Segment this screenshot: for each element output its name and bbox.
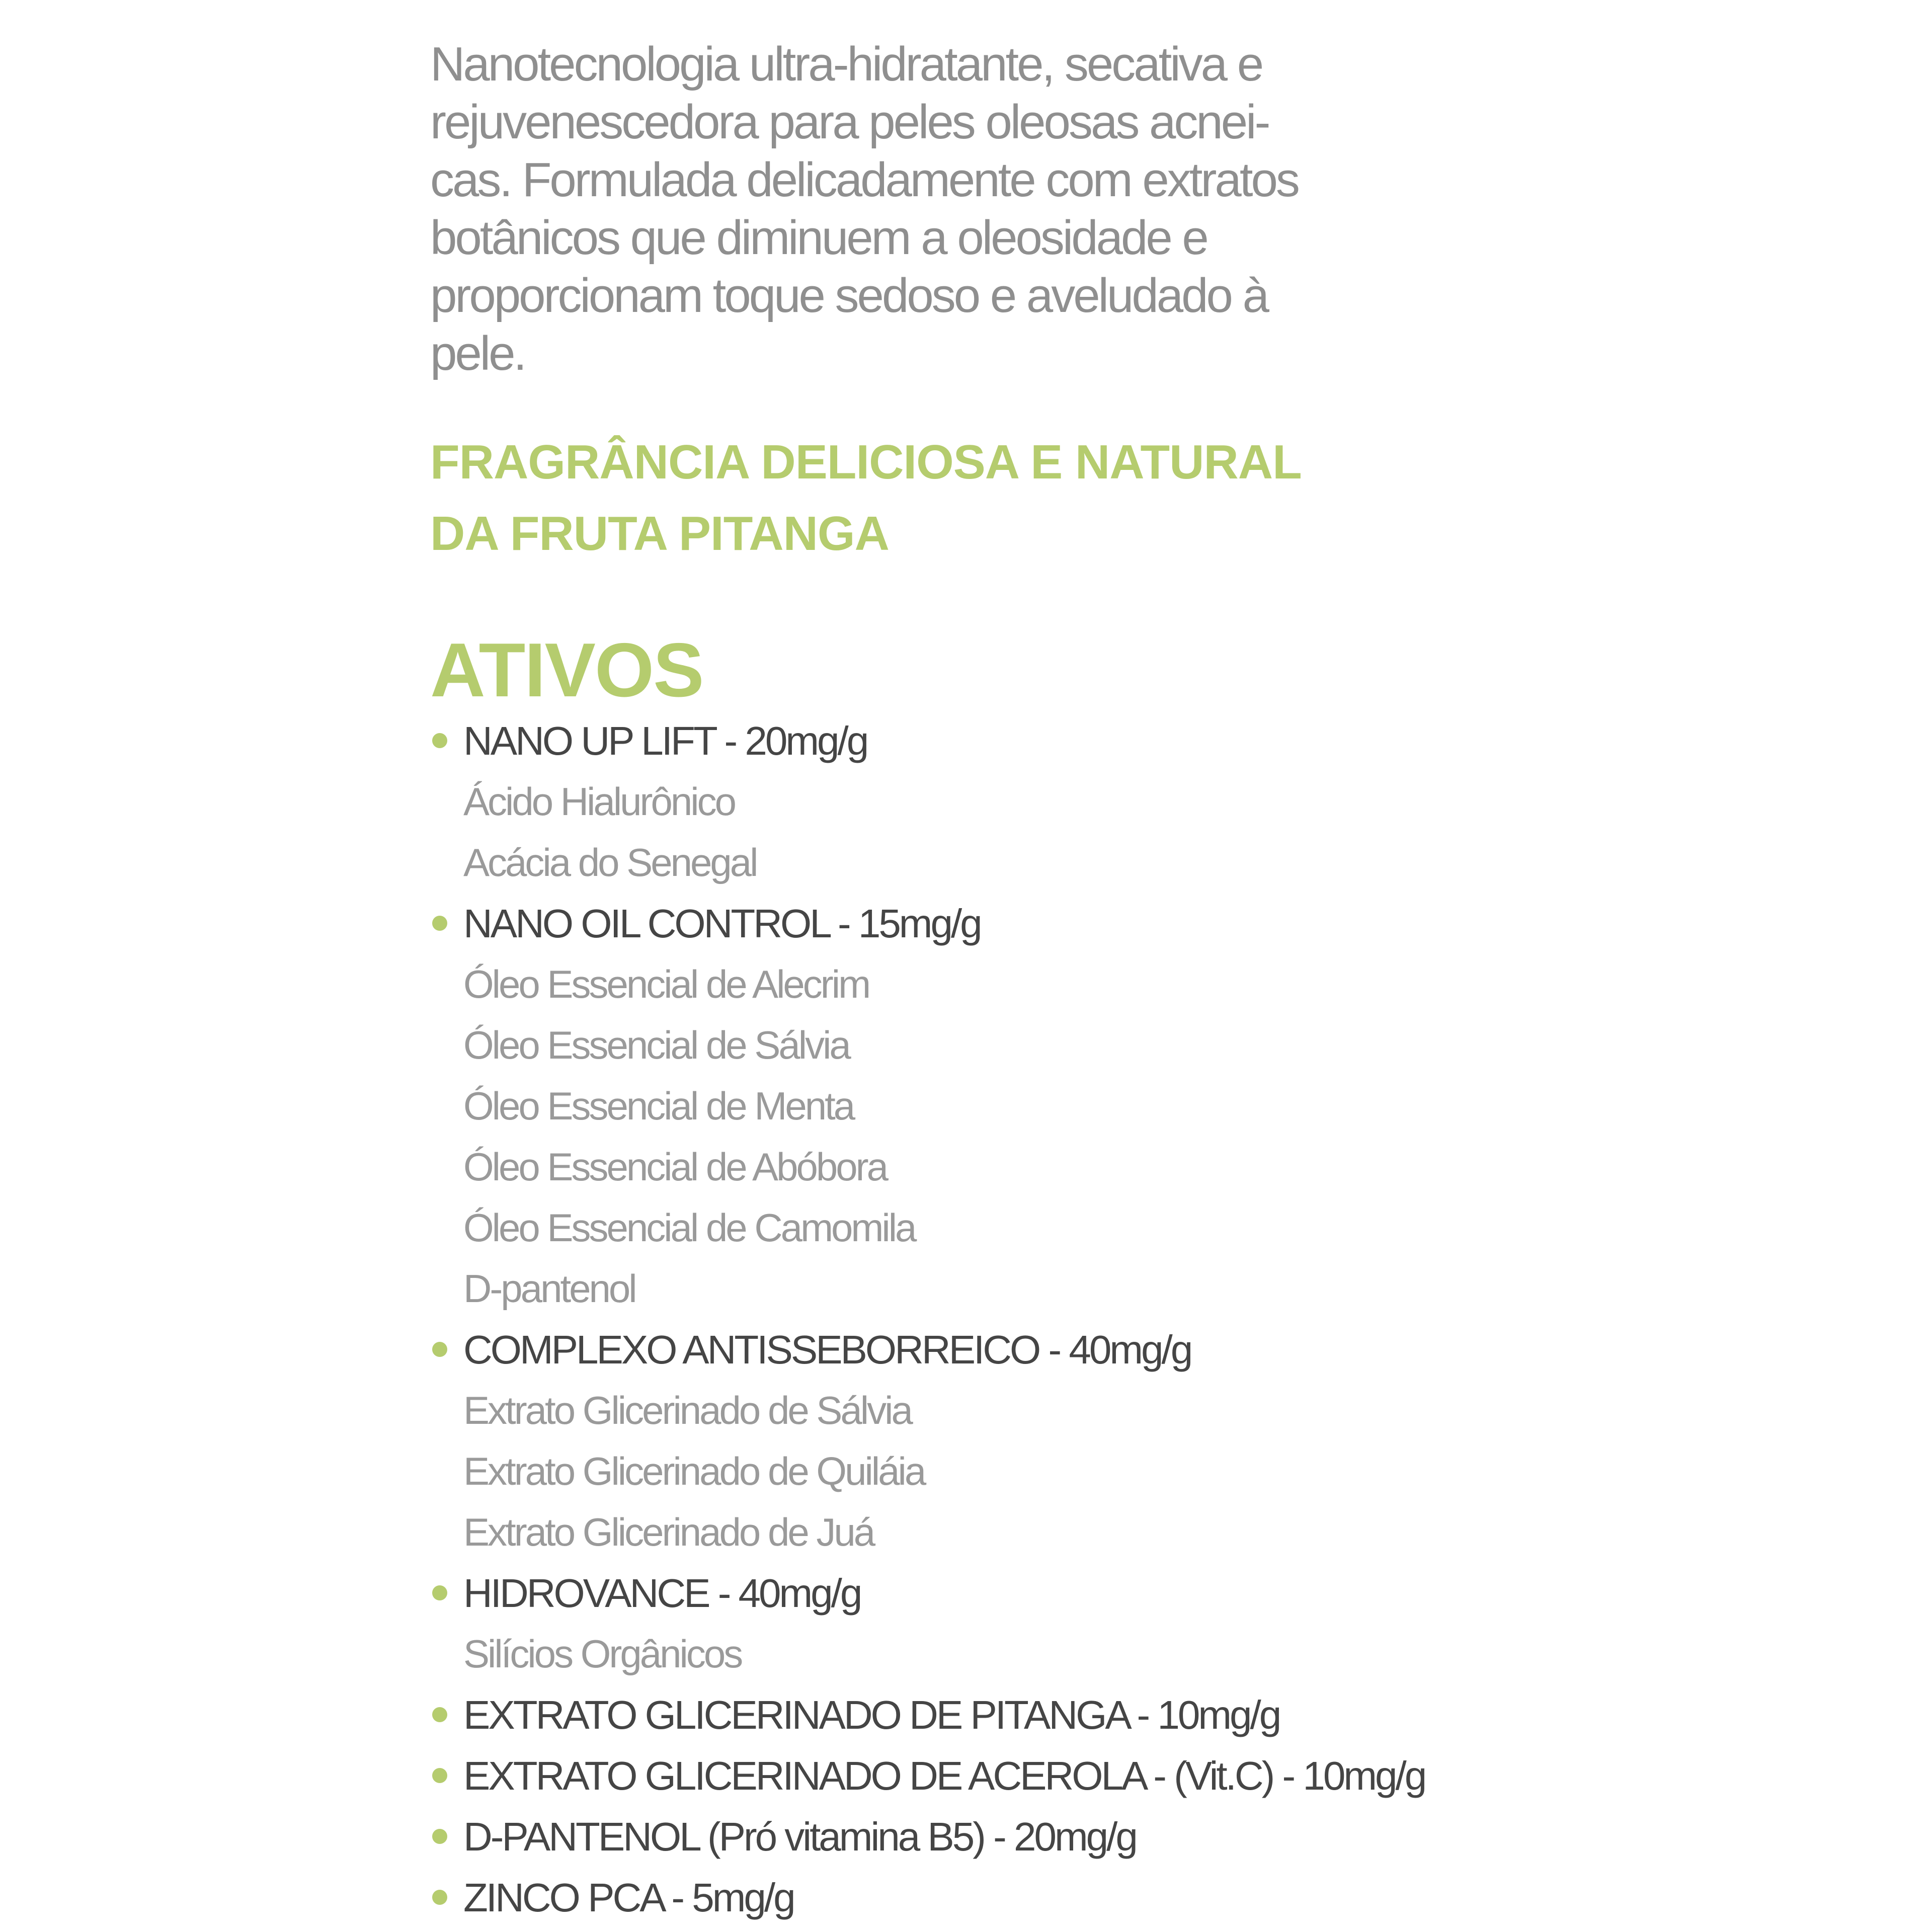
active-name: NANO UP LIFT - 20mg/g bbox=[463, 718, 867, 763]
intro-line: cas. Formulada delicadamente com extratos bbox=[430, 153, 1298, 207]
component-item: Extrato Glicerinado de Quiláia bbox=[463, 1449, 925, 1493]
bullet-dot-icon bbox=[432, 1342, 447, 1357]
active-name: COMPLEXO ANTISSEBORREICO - 40mg/g bbox=[463, 1327, 1191, 1372]
active-item bbox=[430, 1319, 1487, 1563]
component-item: Acácia do Senegal bbox=[463, 840, 757, 884]
active-name: EXTRATO GLICERINADO DE ACEROLA - (Vit.C) - 10mg/g bbox=[463, 1753, 1425, 1798]
bullet-dot-icon bbox=[432, 733, 447, 748]
intro-line: rejuvenescedora para peles oleosas acnei- bbox=[430, 95, 1269, 149]
active-item bbox=[430, 893, 1487, 1319]
component-item: Óleo Essencial de Menta bbox=[463, 1084, 854, 1128]
intro-line: pele. bbox=[430, 327, 525, 380]
component-item: Óleo Essencial de Sálvia bbox=[463, 1023, 849, 1067]
active-item bbox=[430, 1745, 1487, 1806]
bullet-dot-icon bbox=[432, 916, 447, 931]
component-item: Extrato Glicerinado de Sálvia bbox=[463, 1388, 911, 1432]
active-item bbox=[430, 1806, 1487, 1867]
product-description-page bbox=[430, 35, 1487, 1928]
active-name: ZINCO PCA - 5mg/g bbox=[463, 1875, 794, 1920]
intro-line: Nanotecnologia ultra-hidratante, secativa e bbox=[430, 37, 1262, 91]
bullet-dot-icon bbox=[432, 1768, 447, 1783]
active-item bbox=[430, 1563, 1487, 1684]
component-item: Óleo Essencial de Alecrim bbox=[463, 962, 869, 1006]
fragrance-heading bbox=[430, 427, 1487, 570]
bullet-dot-icon bbox=[432, 1890, 447, 1905]
component-list bbox=[463, 1380, 1487, 1563]
component-item: D-pantenol bbox=[463, 1266, 635, 1311]
actives-list bbox=[430, 710, 1487, 1928]
component-item: Óleo Essencial de Camomila bbox=[463, 1205, 915, 1250]
intro-line: botânicos que diminuem a oleosidade e bbox=[430, 211, 1207, 265]
component-list bbox=[463, 1624, 1487, 1684]
bullet-dot-icon bbox=[432, 1829, 447, 1844]
bullet-dot-icon bbox=[432, 1585, 447, 1600]
active-name: D-PANTENOL (Pró vitamina B5) - 20mg/g bbox=[463, 1814, 1136, 1859]
ativos-title: ATIVOS bbox=[430, 627, 703, 713]
active-name: HIDROVANCE - 40mg/g bbox=[463, 1571, 861, 1616]
active-name: EXTRATO GLICERINADO DE PITANGA - 10mg/g bbox=[463, 1693, 1280, 1737]
component-item: Ácido Hialurônico bbox=[463, 779, 735, 824]
intro-paragraph bbox=[430, 35, 1411, 382]
component-item: Silícios Orgânicos bbox=[463, 1632, 742, 1676]
active-item bbox=[430, 710, 1487, 893]
active-item bbox=[430, 1867, 1487, 1928]
active-name: NANO OIL CONTROL - 15mg/g bbox=[463, 901, 981, 946]
bullet-dot-icon bbox=[432, 1707, 447, 1722]
component-list bbox=[463, 771, 1487, 893]
intro-line: proporcionam toque sedoso e aveludado à bbox=[430, 269, 1267, 323]
active-item bbox=[430, 1684, 1487, 1745]
fragrance-line: FRAGRÂNCIA DELICIOSA E NATURAL bbox=[430, 435, 1302, 489]
component-item: Óleo Essencial de Abóbora bbox=[463, 1145, 887, 1189]
component-item: Extrato Glicerinado de Juá bbox=[463, 1510, 874, 1554]
fragrance-line: DA FRUTA PITANGA bbox=[430, 507, 889, 560]
component-list bbox=[463, 954, 1487, 1319]
